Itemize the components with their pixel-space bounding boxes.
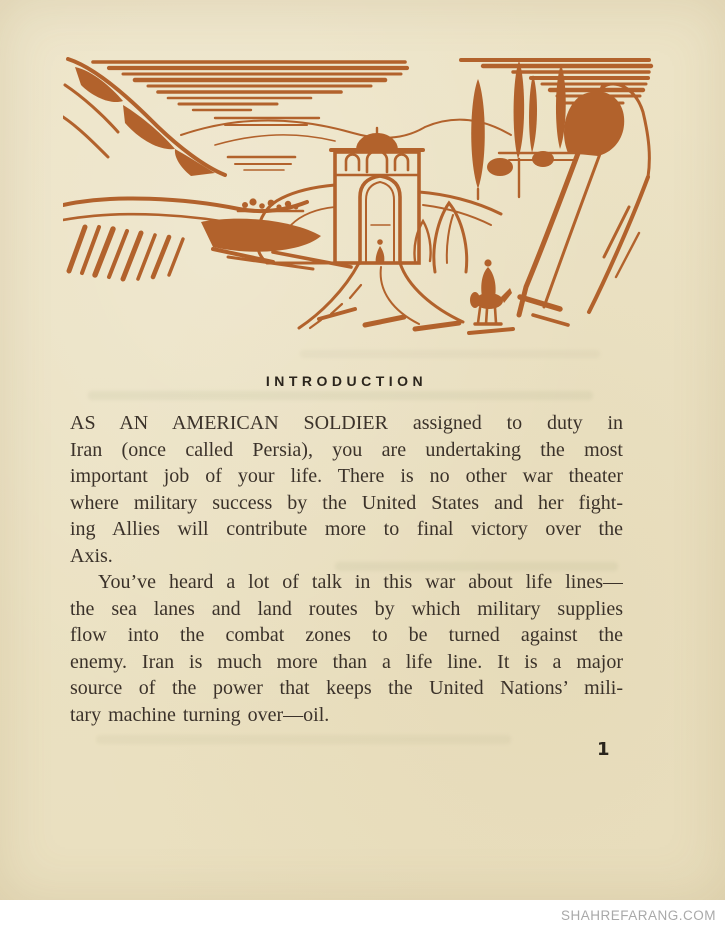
- body-line: tary machine turning over—oil.: [70, 703, 330, 726]
- body-line: enemy. Iran is much more than a life line. It is a major: [70, 650, 623, 673]
- body-line: ing Allies will contribute more to final victory over the: [70, 518, 623, 540]
- page-number: 1: [597, 739, 610, 760]
- page-showthrough: [300, 350, 600, 358]
- body-line: Iran (once called Persia), you are undertaking the most: [70, 438, 623, 461]
- body-line: important job of your life. There is no other war theater: [70, 465, 623, 487]
- body-line: source of the power that keeps the United Nations’ mili-: [70, 677, 623, 699]
- watermark-strip: [0, 900, 725, 930]
- body-line: flow into the combat zones to be turned against the: [70, 624, 623, 646]
- body-line: You’ve heard a lot of talk in this war about life lines—: [98, 571, 623, 593]
- body-text: [70, 410, 623, 728]
- section-heading: INTRODUCTION: [265, 373, 428, 389]
- body-line: Axis.: [70, 544, 113, 567]
- body-line: AS AN AMERICAN SOLDIER assigned to duty in: [70, 412, 623, 434]
- woodcut-gate-canyon-illustration: [63, 57, 663, 342]
- page-showthrough: [96, 735, 511, 744]
- body-line: the sea lanes and land routes by which military supplies: [70, 597, 623, 620]
- body-line: where military success by the United States and her fight-: [70, 491, 623, 514]
- watermark-text: SHAHREFARANG.COM: [560, 907, 716, 923]
- page-showthrough: [88, 391, 593, 400]
